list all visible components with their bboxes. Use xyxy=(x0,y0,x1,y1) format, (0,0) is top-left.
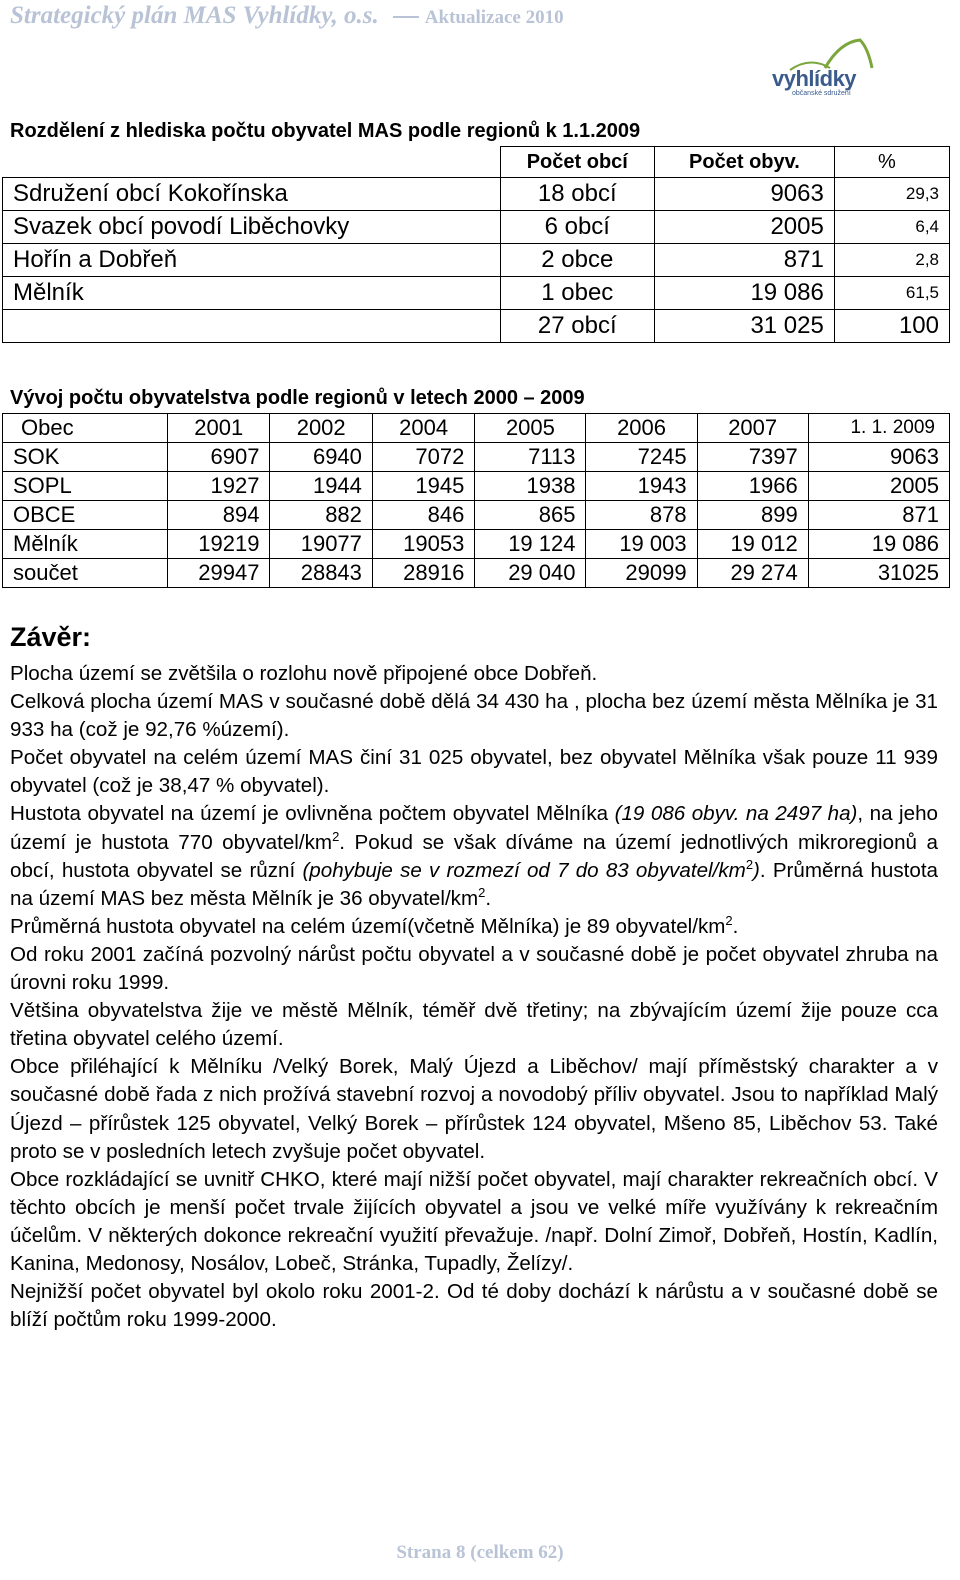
cell: 1927 xyxy=(168,472,270,501)
cell: 2,8 xyxy=(834,244,949,277)
conclusion-heading: Závěr: xyxy=(10,622,92,652)
cell: 871 xyxy=(655,244,835,277)
cell: 6940 xyxy=(270,443,372,472)
cell: 6,4 xyxy=(834,211,949,244)
logo-subtitle: občanské sdružení xyxy=(792,90,851,97)
cell: 29,3 xyxy=(834,178,949,211)
text-span: Hustota obyvatel na území je ovlivněna počtem obyvatel Mělníka xyxy=(10,802,615,826)
table-row xyxy=(3,530,950,559)
cell: 29 040 xyxy=(475,559,586,588)
cell: součet xyxy=(3,559,168,588)
conclusion-body xyxy=(10,660,938,1334)
table-row xyxy=(3,244,950,277)
cell: 27 obcí xyxy=(500,310,655,343)
table-row xyxy=(3,501,950,530)
cell: Mělník xyxy=(3,530,168,559)
cell: 19 124 xyxy=(475,530,586,559)
logo-word: vyhlídky xyxy=(772,66,857,91)
logo xyxy=(770,38,880,102)
cell: 1944 xyxy=(270,472,372,501)
table2-title: Vývoj počtu obyvatelstva podle regionů v letech 2000 – 2009 xyxy=(10,387,585,409)
superscript: 2 xyxy=(478,884,486,900)
cell: 29947 xyxy=(168,559,270,588)
text-span: . xyxy=(732,914,739,938)
text-span: . Pokud se však díváme na území jednotlivých mikroregionů a obcí, hustota obyvatel se různí xyxy=(10,830,938,882)
cell: 1 obec xyxy=(500,277,655,310)
table-row xyxy=(3,559,950,588)
cell: 7245 xyxy=(586,443,697,472)
paragraph: Počet obyvatel na celém území MAS činí 31 025 obyvatel, bez obyvatel Mělníka však pouze 11 939 obyvatel (což je 38,47 % obyvatel). xyxy=(10,746,938,798)
text-italic: (19 086 obyv. na 2497 ha) xyxy=(614,802,858,826)
cell: 29099 xyxy=(586,559,697,588)
cell: 2005 xyxy=(808,472,949,501)
superscript: 2 xyxy=(332,828,340,844)
header-cell: 2004 xyxy=(372,414,474,443)
cell: 865 xyxy=(475,501,586,530)
paragraph: Nejnižší počet obyvatel byl okolo roku 2001-2. Od té doby dochází k nárůstu a v současné době se blíží počtům roku 1999-2000. xyxy=(10,1280,938,1332)
cell: 9063 xyxy=(808,443,949,472)
cell: 2 obce xyxy=(500,244,655,277)
table-row xyxy=(3,178,950,211)
header-cell xyxy=(3,147,501,178)
table-row xyxy=(3,472,950,501)
header-dash xyxy=(393,16,419,18)
cell: 894 xyxy=(168,501,270,530)
cell: SOPL xyxy=(3,472,168,501)
cell: 28843 xyxy=(270,559,372,588)
table-header-row xyxy=(3,147,950,178)
cell: 100 xyxy=(834,310,949,343)
header-cell: 2006 xyxy=(586,414,697,443)
cell: 1945 xyxy=(372,472,474,501)
header-cell: Počet obcí xyxy=(500,147,655,178)
cell: 1943 xyxy=(586,472,697,501)
cell: 882 xyxy=(270,501,372,530)
cell xyxy=(3,310,501,343)
cell: 61,5 xyxy=(834,277,949,310)
cell: Svazek obcí povodí Liběchovky xyxy=(3,211,501,244)
cell: 7072 xyxy=(372,443,474,472)
cell: 7113 xyxy=(475,443,586,472)
cell: SOK xyxy=(3,443,168,472)
header-cell: Počet obyv. xyxy=(655,147,835,178)
cell: 18 obcí xyxy=(500,178,655,211)
header-cell: 1. 1. 2009 xyxy=(808,414,949,443)
cell: 871 xyxy=(808,501,949,530)
text-italic: ) xyxy=(753,858,760,882)
cell: OBCE xyxy=(3,501,168,530)
cell: 846 xyxy=(372,501,474,530)
text-span: Průměrná hustota obyvatel na celém území(včetně Mělníka) je 89 obyvatel/km xyxy=(10,914,726,938)
header-cell: 2002 xyxy=(270,414,372,443)
header-title: Strategický plán MAS Vyhlídky, o.s. xyxy=(10,2,379,29)
text-italic: (pohybuje se v rozmezí od 7 do 83 obyvatel/km xyxy=(302,858,746,882)
text-span: . xyxy=(485,886,492,910)
cell: Hořín a Dobřeň xyxy=(3,244,501,277)
cell: 19219 xyxy=(168,530,270,559)
table-header-row xyxy=(3,414,950,443)
cell: Sdružení obcí Kokořínska xyxy=(3,178,501,211)
table1-title: Rozdělení z hlediska počtu obyvatel MAS podle regionů k 1.1.2009 xyxy=(10,120,641,142)
cell: 7397 xyxy=(697,443,808,472)
cell: 899 xyxy=(697,501,808,530)
cell: 29 274 xyxy=(697,559,808,588)
superscript: 2 xyxy=(745,856,754,872)
cell: 1966 xyxy=(697,472,808,501)
text-span: . Průměrná hustota na území MAS bez města Mělník je 36 obyvatel/km xyxy=(10,858,938,910)
paragraph xyxy=(10,913,938,941)
paragraph: Obce přiléhající k Mělníku /Velký Borek, Malý Újezd a Liběchov/ mají příměstský charakter a v současné době řada z nich prožívá stavební rozvoj a novodobý příliv obyvatel. Jsou to například Malý Újezd – přírůstek 125 obyvatel, Velký Borek – přírůstek 124 obyvatel, Mšeno 85, Liběchov 53. Také proto se v posledních letech zvyšuje počet obyvatel. xyxy=(10,1055,938,1163)
page-header xyxy=(10,2,564,30)
header-update: Aktualizace 2010 xyxy=(424,7,564,28)
cell: 31 025 xyxy=(655,310,835,343)
population-table xyxy=(2,413,950,588)
paragraph: Většina obyvatelstva žije ve městě Mělník, téměř dvě třetiny; na zbývajícím území žije pouze cca třetina obyvatel celého území. xyxy=(10,999,938,1051)
cell: 19 086 xyxy=(655,277,835,310)
cell: 2005 xyxy=(655,211,835,244)
cell: 6 obcí xyxy=(500,211,655,244)
header-cell: 2007 xyxy=(697,414,808,443)
regions-table xyxy=(2,146,950,343)
table-row xyxy=(3,277,950,310)
table-row xyxy=(3,443,950,472)
cell: 6907 xyxy=(168,443,270,472)
superscript: 2 xyxy=(725,912,733,928)
cell: 19 012 xyxy=(697,530,808,559)
cell: 28916 xyxy=(372,559,474,588)
header-cell: 2005 xyxy=(475,414,586,443)
header-cell: Obec xyxy=(3,414,168,443)
table-total-row xyxy=(3,310,950,343)
cell: 19077 xyxy=(270,530,372,559)
header-cell: 2001 xyxy=(168,414,270,443)
paragraph: Od roku 2001 začíná pozvolný nárůst počtu obyvatel a v současné době je počet obyvatel zhruba na úrovni roku 1999. xyxy=(10,942,938,995)
cell: 9063 xyxy=(655,178,835,211)
page-footer: Strana 8 (celkem 62) xyxy=(396,1542,564,1563)
cell: 19 003 xyxy=(586,530,697,559)
cell: 1938 xyxy=(475,472,586,501)
paragraph: Obce rozkládající se uvnitř CHKO, které mají nižší počet obyvatel, mají charakter rekreačních obcí. V těchto obcích je menší počet trvale žijících obyvatel a jsou ve velké míře využívány k rekreačním účelům. V některých dokonce rekreační využití převažuje. /např. Dolní Zimoř, Dobřeň, Hostín, Kadlín, Kanina, Medonosy, Nosálov, Lobeč, Stránka, Tupadly, Želízy/. xyxy=(10,1167,938,1275)
paragraph xyxy=(10,800,938,912)
paragraph: Plocha území se zvětšila o rozlohu nově připojené obce Dobřeň. xyxy=(10,662,598,685)
header-cell: % xyxy=(834,147,949,178)
table-row xyxy=(3,211,950,244)
cell: 31025 xyxy=(808,559,949,588)
cell: Mělník xyxy=(3,277,501,310)
cell: 19053 xyxy=(372,530,474,559)
paragraph: Celková plocha území MAS v současné době dělá 34 430 ha , plocha bez území města Mělníka je 31 933 ha (což je 92,76 %území). xyxy=(10,690,938,742)
text-span: , na jeho území je hustota 770 obyvatel/km xyxy=(10,802,938,854)
cell: 878 xyxy=(586,501,697,530)
cell: 19 086 xyxy=(808,530,949,559)
